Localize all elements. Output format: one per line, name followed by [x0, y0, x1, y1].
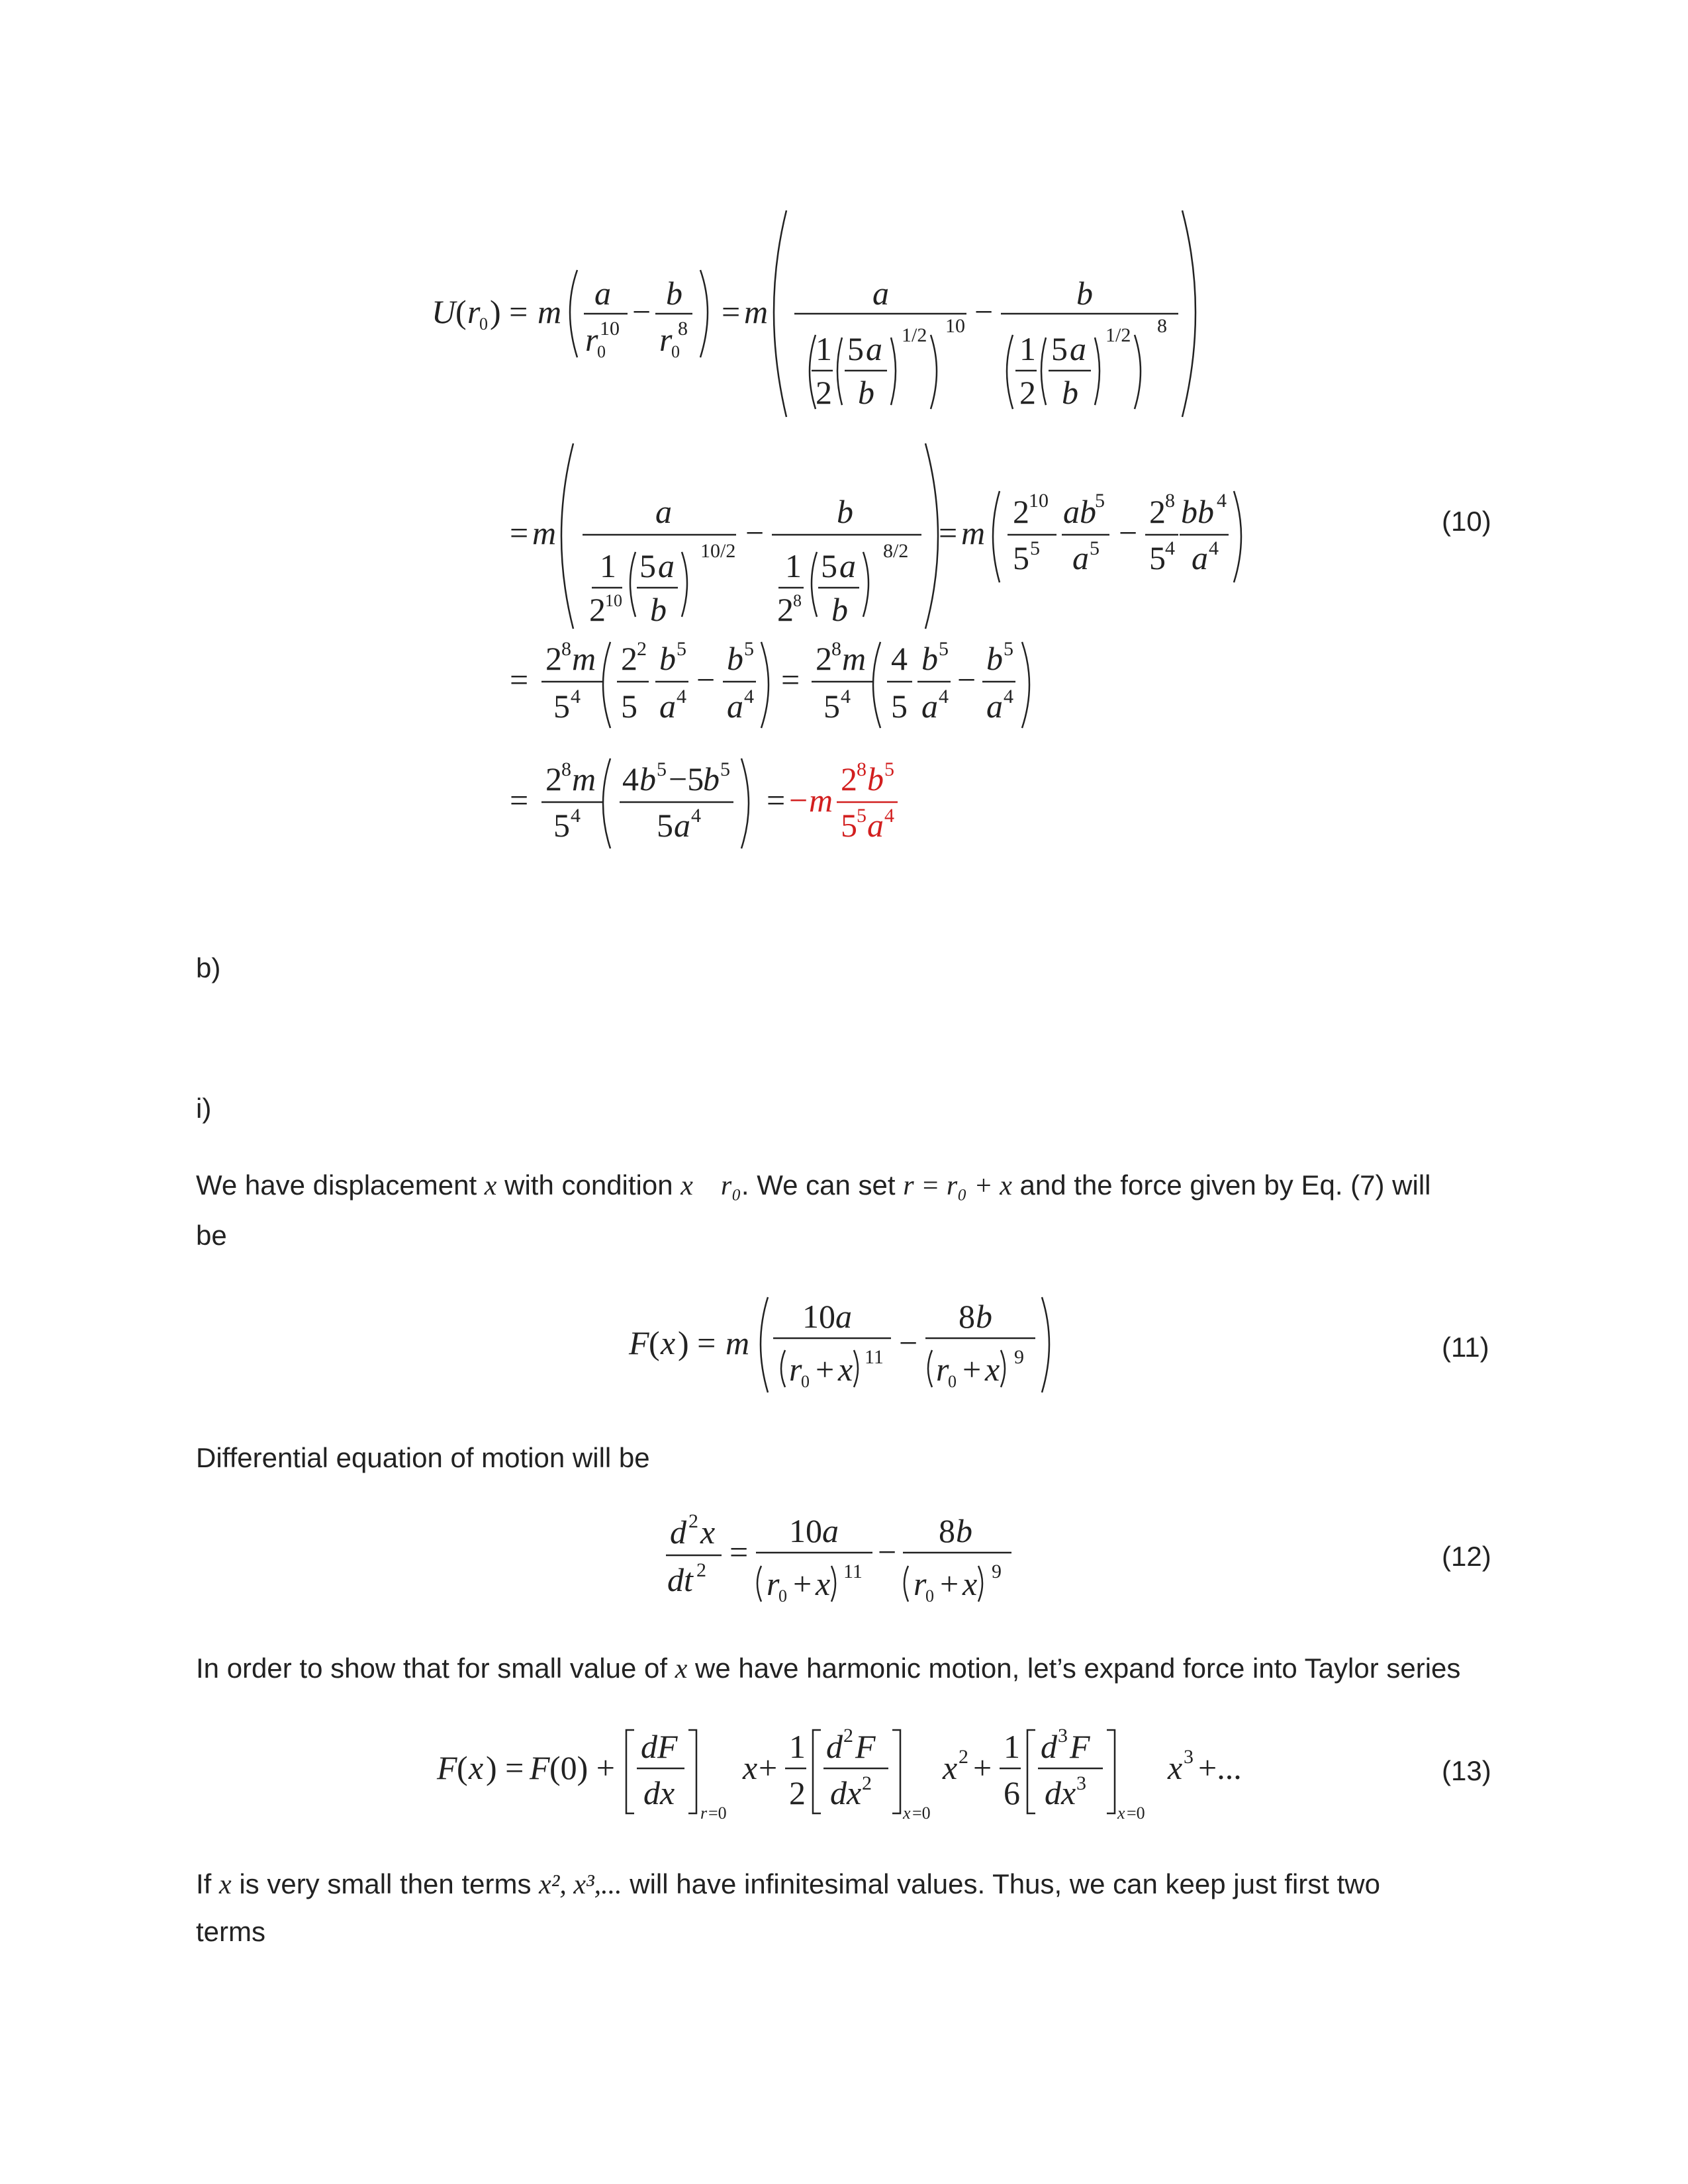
svg-text:5: 5: [857, 805, 867, 827]
svg-text:8/2: 8/2: [883, 540, 909, 562]
svg-text:3: 3: [1076, 1772, 1086, 1794]
svg-text:−: −: [1119, 514, 1138, 551]
svg-text:=: =: [722, 293, 741, 330]
svg-text:0: 0: [597, 342, 606, 361]
svg-text:5: 5: [1013, 539, 1029, 576]
svg-text:a: a: [835, 1298, 852, 1335]
p1-text-1: We have displacement: [196, 1169, 485, 1201]
svg-text:r: r: [585, 321, 598, 358]
svg-text:8: 8: [857, 758, 867, 780]
svg-text:a: a: [839, 547, 856, 584]
svg-text:10: 10: [1029, 490, 1049, 512]
svg-text:r: r: [767, 1565, 780, 1602]
svg-text:m: m: [532, 514, 557, 551]
svg-text:(: (: [649, 1324, 660, 1361]
svg-text:a: a: [659, 688, 676, 725]
svg-text:5: 5: [744, 638, 754, 660]
svg-text:4: 4: [691, 805, 701, 827]
eq10-line1: [432, 210, 1196, 417]
svg-text:b: b: [1062, 374, 1078, 411]
equation-number-10: (10): [1442, 506, 1491, 537]
svg-text:m: m: [538, 293, 562, 330]
svg-text:2: 2: [545, 640, 562, 677]
svg-text:2: 2: [816, 374, 832, 411]
svg-text:b: b: [703, 760, 720, 797]
svg-text:5: 5: [553, 688, 570, 725]
svg-text:F: F: [1070, 1728, 1090, 1765]
svg-text:ab: ab: [1063, 493, 1096, 530]
svg-text:5: 5: [657, 758, 667, 780]
svg-text:b: b: [831, 591, 848, 628]
svg-text:1: 1: [785, 547, 802, 584]
svg-text:0: 0: [671, 342, 680, 361]
svg-text:1: 1: [816, 330, 832, 367]
svg-text:4: 4: [891, 640, 908, 677]
p4-var-x: x: [219, 1870, 232, 1900]
svg-text:r: r: [936, 1351, 949, 1388]
svg-text:dx: dx: [643, 1774, 675, 1811]
p3-text-1: In order to show that for small value of: [196, 1653, 675, 1684]
svg-text:=0: =0: [708, 1803, 727, 1823]
svg-text:5: 5: [1149, 539, 1166, 576]
svg-text:+: +: [759, 1749, 778, 1786]
section-label-i: i): [196, 1093, 212, 1124]
svg-text:=: =: [939, 514, 958, 551]
svg-text:8: 8: [959, 1298, 975, 1335]
svg-text:r: r: [659, 321, 673, 358]
svg-text:5: 5: [1090, 537, 1100, 559]
svg-text:8: 8: [939, 1512, 955, 1549]
svg-text:m: m: [744, 293, 769, 330]
svg-text:2: 2: [816, 640, 832, 677]
svg-text:b: b: [650, 591, 667, 628]
svg-text:bb: bb: [1181, 493, 1214, 530]
svg-text:9: 9: [992, 1561, 1002, 1582]
equation-number-13: (13): [1442, 1755, 1491, 1786]
svg-text:m: m: [809, 782, 833, 819]
svg-text:−: −: [957, 661, 976, 698]
p1-text-4: and the force given by Eq. (7) will: [1011, 1169, 1431, 1201]
svg-text:1: 1: [1004, 1728, 1020, 1765]
svg-text:4: 4: [939, 686, 949, 707]
svg-text:x: x: [943, 1749, 958, 1786]
p1-text-3: . We can set: [741, 1169, 904, 1201]
svg-text:10/2: 10/2: [700, 540, 736, 562]
svg-text:=0: =0: [912, 1803, 931, 1823]
svg-text:1: 1: [789, 1728, 806, 1765]
svg-text:a: a: [822, 1512, 839, 1549]
svg-text:dF: dF: [641, 1728, 678, 1765]
svg-text:0: 0: [801, 1372, 810, 1391]
p1-var-x: x: [484, 1171, 497, 1201]
svg-text:x: x: [469, 1749, 484, 1786]
svg-text:b: b: [921, 640, 938, 677]
svg-text:5: 5: [1095, 490, 1105, 512]
svg-text:4: 4: [571, 805, 581, 827]
svg-text:x: x: [962, 1565, 978, 1602]
svg-text:4: 4: [884, 805, 894, 827]
svg-text:2: 2: [545, 760, 562, 797]
svg-text:(0) +: (0) +: [549, 1749, 615, 1786]
svg-text:2: 2: [621, 640, 637, 677]
svg-text:10: 10: [600, 318, 620, 340]
svg-text:b: b: [976, 1298, 992, 1335]
eq10-line3: [510, 638, 1029, 728]
svg-text:F: F: [855, 1728, 876, 1765]
svg-text:a: a: [866, 330, 882, 367]
svg-text:−: −: [899, 1324, 918, 1361]
svg-text:4: 4: [677, 686, 686, 707]
p4-text-3: will have infinitesimal values. Thus, we can keep just first two: [622, 1868, 1380, 1899]
svg-text:2: 2: [843, 1725, 853, 1747]
svg-text:b: b: [956, 1512, 972, 1549]
svg-text:8: 8: [561, 638, 571, 660]
svg-text:5: 5: [884, 758, 894, 780]
svg-text:a: a: [986, 688, 1003, 725]
equation-number-12: (12): [1442, 1541, 1491, 1572]
p3-var-x: x: [675, 1654, 688, 1684]
svg-text:d: d: [1041, 1728, 1057, 1765]
svg-text:0: 0: [479, 314, 488, 334]
paragraph-small-x-line2: terms: [196, 1916, 265, 1947]
svg-text:) =: ) =: [486, 1749, 524, 1786]
svg-text:r: r: [467, 293, 481, 330]
svg-text:0: 0: [948, 1372, 957, 1391]
svg-text:5: 5: [891, 688, 908, 725]
svg-text:x: x: [838, 1351, 853, 1388]
svg-text:−: −: [696, 661, 716, 698]
svg-text:) =: ) =: [678, 1324, 716, 1361]
svg-text:m: m: [842, 640, 867, 677]
svg-text:=: =: [510, 661, 529, 698]
svg-text:2: 2: [696, 1559, 706, 1581]
svg-text:2: 2: [1013, 493, 1029, 530]
svg-text:a: a: [594, 275, 611, 312]
svg-text:5: 5: [823, 688, 840, 725]
svg-text:b: b: [639, 760, 656, 797]
svg-text:b: b: [1076, 275, 1093, 312]
svg-text:−: −: [632, 293, 651, 330]
svg-text:8: 8: [678, 318, 688, 340]
svg-text:m: m: [572, 640, 596, 677]
p1-text-2: with condition: [496, 1169, 681, 1201]
svg-text:2: 2: [862, 1772, 872, 1794]
svg-text:x: x: [1168, 1749, 1183, 1786]
svg-text:a: a: [658, 547, 675, 584]
svg-text:a: a: [1192, 539, 1208, 576]
svg-text:10: 10: [789, 1512, 822, 1549]
svg-text:4: 4: [1165, 537, 1175, 559]
eq10-line2: [510, 443, 1241, 629]
svg-text:x: x: [1117, 1803, 1125, 1823]
svg-text:F: F: [437, 1749, 457, 1786]
svg-text:x: x: [661, 1324, 676, 1361]
svg-text:−: −: [745, 514, 765, 551]
svg-text:2: 2: [959, 1746, 968, 1768]
svg-text:5: 5: [720, 758, 730, 780]
svg-text:+: +: [940, 1565, 959, 1602]
paragraph-displacement-line2: be: [196, 1220, 227, 1251]
svg-text:x: x: [903, 1803, 911, 1823]
paragraph-taylor: [196, 1652, 1460, 1686]
svg-text:2: 2: [637, 638, 647, 660]
p4-text-2: is very small then terms: [231, 1868, 539, 1899]
svg-text:5: 5: [657, 807, 673, 844]
svg-text:2: 2: [777, 591, 794, 628]
svg-text:4: 4: [571, 686, 581, 707]
svg-text:2: 2: [841, 760, 857, 797]
svg-text:r: r: [914, 1565, 927, 1602]
svg-text:=: =: [510, 514, 529, 551]
eq10-line4: [510, 758, 898, 848]
svg-text:5: 5: [1051, 330, 1068, 367]
svg-text:F: F: [530, 1749, 550, 1786]
svg-text:=: =: [781, 661, 800, 698]
svg-text:dx: dx: [1045, 1774, 1076, 1811]
svg-text:5: 5: [821, 547, 837, 584]
p1-substitution: r = r₀ + x: [903, 1171, 1012, 1201]
svg-text:x: x: [816, 1565, 831, 1602]
svg-text:5: 5: [1030, 537, 1040, 559]
svg-text:dx: dx: [830, 1774, 862, 1811]
paragraph-differential: Differential equation of motion will be: [196, 1442, 650, 1473]
equation-10: [0, 0, 1688, 860]
svg-text:r: r: [700, 1803, 708, 1823]
section-label-b: b): [196, 952, 221, 983]
svg-text:1/2: 1/2: [902, 324, 927, 346]
svg-text:2: 2: [589, 591, 606, 628]
svg-text:d: d: [670, 1514, 686, 1551]
svg-text:9: 9: [1014, 1346, 1024, 1368]
svg-text:4: 4: [744, 686, 754, 707]
svg-text:5: 5: [847, 330, 864, 367]
svg-text:1: 1: [600, 547, 616, 584]
svg-text:5: 5: [553, 807, 570, 844]
svg-text:4: 4: [1217, 490, 1227, 512]
svg-text:+: +: [973, 1749, 992, 1786]
svg-text:b: b: [837, 493, 853, 530]
paragraph-small-x: [196, 1868, 1380, 1901]
svg-text:=: =: [510, 782, 529, 819]
svg-text:b: b: [986, 640, 1003, 677]
svg-text:4: 4: [841, 686, 851, 707]
svg-text:U: U: [432, 293, 456, 330]
svg-text:−: −: [789, 782, 808, 819]
svg-text:5: 5: [1004, 638, 1013, 660]
svg-text:=: =: [729, 1533, 749, 1570]
svg-text:8: 8: [1157, 315, 1167, 337]
svg-text:a: a: [867, 807, 884, 844]
svg-text:x: x: [743, 1749, 758, 1786]
svg-text:−: −: [878, 1533, 897, 1570]
svg-text:11: 11: [843, 1561, 863, 1582]
svg-text:dt: dt: [667, 1561, 693, 1598]
svg-text:=: =: [767, 782, 786, 819]
svg-text:5: 5: [621, 688, 637, 725]
svg-text:b: b: [867, 760, 884, 797]
svg-text:+...: +...: [1198, 1749, 1242, 1786]
svg-text:b: b: [858, 374, 874, 411]
svg-text:10: 10: [802, 1298, 835, 1335]
svg-text:x: x: [985, 1351, 1000, 1388]
svg-text:8: 8: [793, 591, 802, 610]
p4-terms: x², x³,...: [539, 1870, 622, 1900]
svg-text:a: a: [872, 275, 889, 312]
svg-text:a: a: [1072, 539, 1089, 576]
svg-text:2: 2: [688, 1510, 698, 1532]
svg-text:(: (: [457, 1749, 468, 1786]
paragraph-displacement: [196, 1169, 1431, 1203]
svg-text:b: b: [727, 640, 743, 677]
svg-text:a: a: [1070, 330, 1086, 367]
svg-text:5: 5: [639, 547, 656, 584]
svg-text:F: F: [629, 1324, 649, 1361]
p3-text-2: we have harmonic motion, let’s expand force into Taylor series: [687, 1653, 1461, 1684]
svg-text:0: 0: [925, 1586, 934, 1606]
svg-text:−5: −5: [669, 760, 704, 797]
svg-text:m: m: [726, 1324, 750, 1361]
svg-text:8: 8: [561, 758, 571, 780]
svg-text:10: 10: [605, 591, 622, 610]
svg-text:4: 4: [1209, 537, 1219, 559]
svg-text:x: x: [700, 1514, 716, 1551]
svg-text:a: a: [655, 493, 672, 530]
equation-number-11: (11): [1442, 1332, 1489, 1363]
svg-text:+: +: [816, 1351, 835, 1388]
svg-text:=0: =0: [1127, 1803, 1145, 1823]
p1-condition: x r₀: [680, 1171, 741, 1201]
svg-text:(: (: [455, 293, 467, 330]
svg-text:3: 3: [1184, 1746, 1194, 1768]
svg-text:a: a: [727, 688, 743, 725]
svg-text:m: m: [961, 514, 986, 551]
svg-text:5: 5: [841, 807, 857, 844]
svg-text:8: 8: [831, 638, 841, 660]
svg-text:11: 11: [865, 1346, 884, 1368]
svg-text:6: 6: [1004, 1774, 1020, 1811]
svg-text:d: d: [826, 1728, 843, 1765]
svg-text:m: m: [572, 760, 596, 797]
svg-text:2: 2: [1019, 374, 1036, 411]
svg-text:+: +: [793, 1565, 812, 1602]
svg-text:1/2: 1/2: [1105, 324, 1131, 346]
svg-text:−: −: [974, 293, 994, 330]
svg-text:b: b: [666, 275, 682, 312]
svg-text:a: a: [921, 688, 938, 725]
svg-text:r: r: [789, 1351, 802, 1388]
svg-text:3: 3: [1058, 1725, 1068, 1747]
svg-text:b: b: [659, 640, 676, 677]
svg-text:8: 8: [1165, 490, 1175, 512]
svg-text:10: 10: [945, 315, 965, 337]
svg-text:4: 4: [1004, 686, 1013, 707]
p4-text-1: If: [196, 1868, 220, 1899]
svg-text:) =: ) =: [490, 293, 528, 330]
svg-text:4: 4: [622, 760, 639, 797]
svg-text:+: +: [962, 1351, 982, 1388]
svg-text:2: 2: [1149, 493, 1166, 530]
svg-text:5: 5: [677, 638, 686, 660]
svg-text:a: a: [674, 807, 690, 844]
svg-text:5: 5: [939, 638, 949, 660]
svg-text:1: 1: [1019, 330, 1036, 367]
svg-text:2: 2: [789, 1774, 806, 1811]
svg-text:0: 0: [778, 1586, 787, 1606]
